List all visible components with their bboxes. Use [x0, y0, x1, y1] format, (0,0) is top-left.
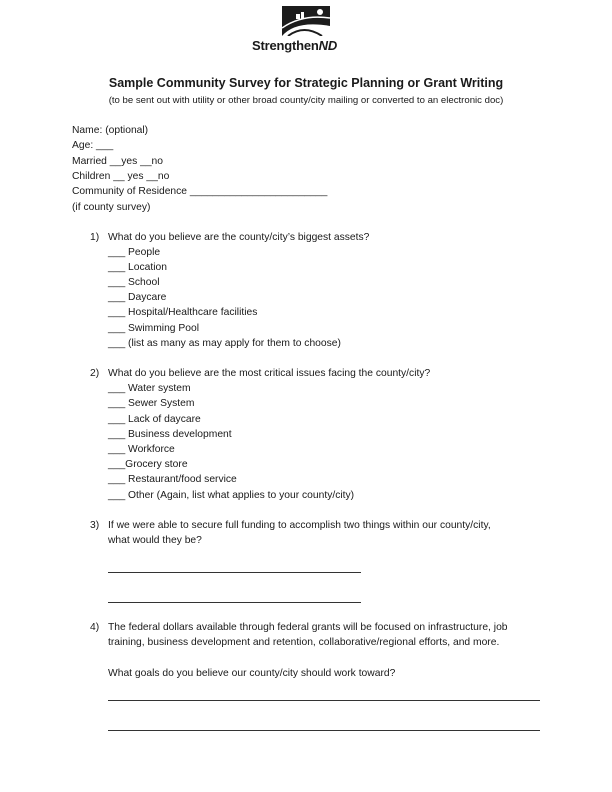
question-2-text: What do you believe are the most critical issues facing the county/city?	[108, 368, 431, 379]
question-number: 2)	[90, 368, 100, 379]
option-grocery-store: ___Grocery store	[108, 459, 188, 470]
answer-line[interactable]	[108, 730, 540, 731]
option-lack-of-daycare: ___ Lack of daycare	[108, 414, 201, 425]
option-people: ___ People	[108, 247, 161, 258]
children-field-label: Children __ yes __no	[72, 171, 170, 182]
logo-landscape-icon	[282, 6, 330, 36]
answer-line[interactable]	[108, 602, 361, 603]
question-4-line-2: training, business development and retention, collaborative/regional efforts, and more.	[108, 637, 500, 648]
option-business-development: ___ Business development	[108, 429, 232, 440]
document-subtitle: (to be sent out with utility or other broad county/city mailing or converted to an electronic doc)	[108, 95, 504, 106]
strengthen-nd-logo	[252, 6, 364, 56]
question-4-prompt: What goals do you believe our county/city should work toward?	[108, 668, 396, 679]
option-swimming-pool: ___ Swimming Pool	[108, 323, 199, 334]
option-location: ___ Location	[108, 262, 167, 273]
question-3-line-2: what would they be?	[108, 535, 202, 546]
option-restaurant: ___ Restaurant/food service	[108, 474, 237, 485]
option-hospital: ___ Hospital/Healthcare facilities	[108, 307, 258, 318]
question-number: 4)	[90, 622, 100, 633]
question-1-text: What do you believe are the county/city’s biggest assets?	[108, 232, 370, 243]
option-school: ___ School	[108, 277, 160, 288]
residence-field-label: Community of Residence ________________________	[72, 186, 328, 197]
option-sewer-system: ___ Sewer System	[108, 398, 195, 409]
option-list-note: ___ (list as many as may apply for them to choose)	[108, 338, 341, 349]
answer-line[interactable]	[108, 700, 540, 701]
question-3-line-1: If we were able to secure full funding to accomplish two things within our county/city,	[108, 520, 491, 531]
option-daycare: ___ Daycare	[108, 292, 167, 303]
answer-line[interactable]	[108, 572, 361, 573]
name-field-label: Name: (optional)	[72, 125, 149, 136]
document-title: Sample Community Survey for Strategic Planning or Grant Writing	[108, 76, 504, 90]
county-note: (if county survey)	[72, 202, 151, 213]
question-number: 3)	[90, 520, 100, 531]
age-field-label: Age: ___	[72, 140, 114, 151]
logo-wordmark: StrengthenND	[252, 38, 338, 53]
married-field-label: Married __yes __no	[72, 156, 164, 167]
question-4-line-1: The federal dollars available through federal grants will be focused on infrastructure, job	[108, 622, 508, 633]
option-other: ___ Other (Again, list what applies to your county/city)	[108, 490, 355, 501]
option-water-system: ___ Water system	[108, 383, 191, 394]
question-number: 1)	[90, 232, 100, 243]
option-workforce: ___ Workforce	[108, 444, 175, 455]
